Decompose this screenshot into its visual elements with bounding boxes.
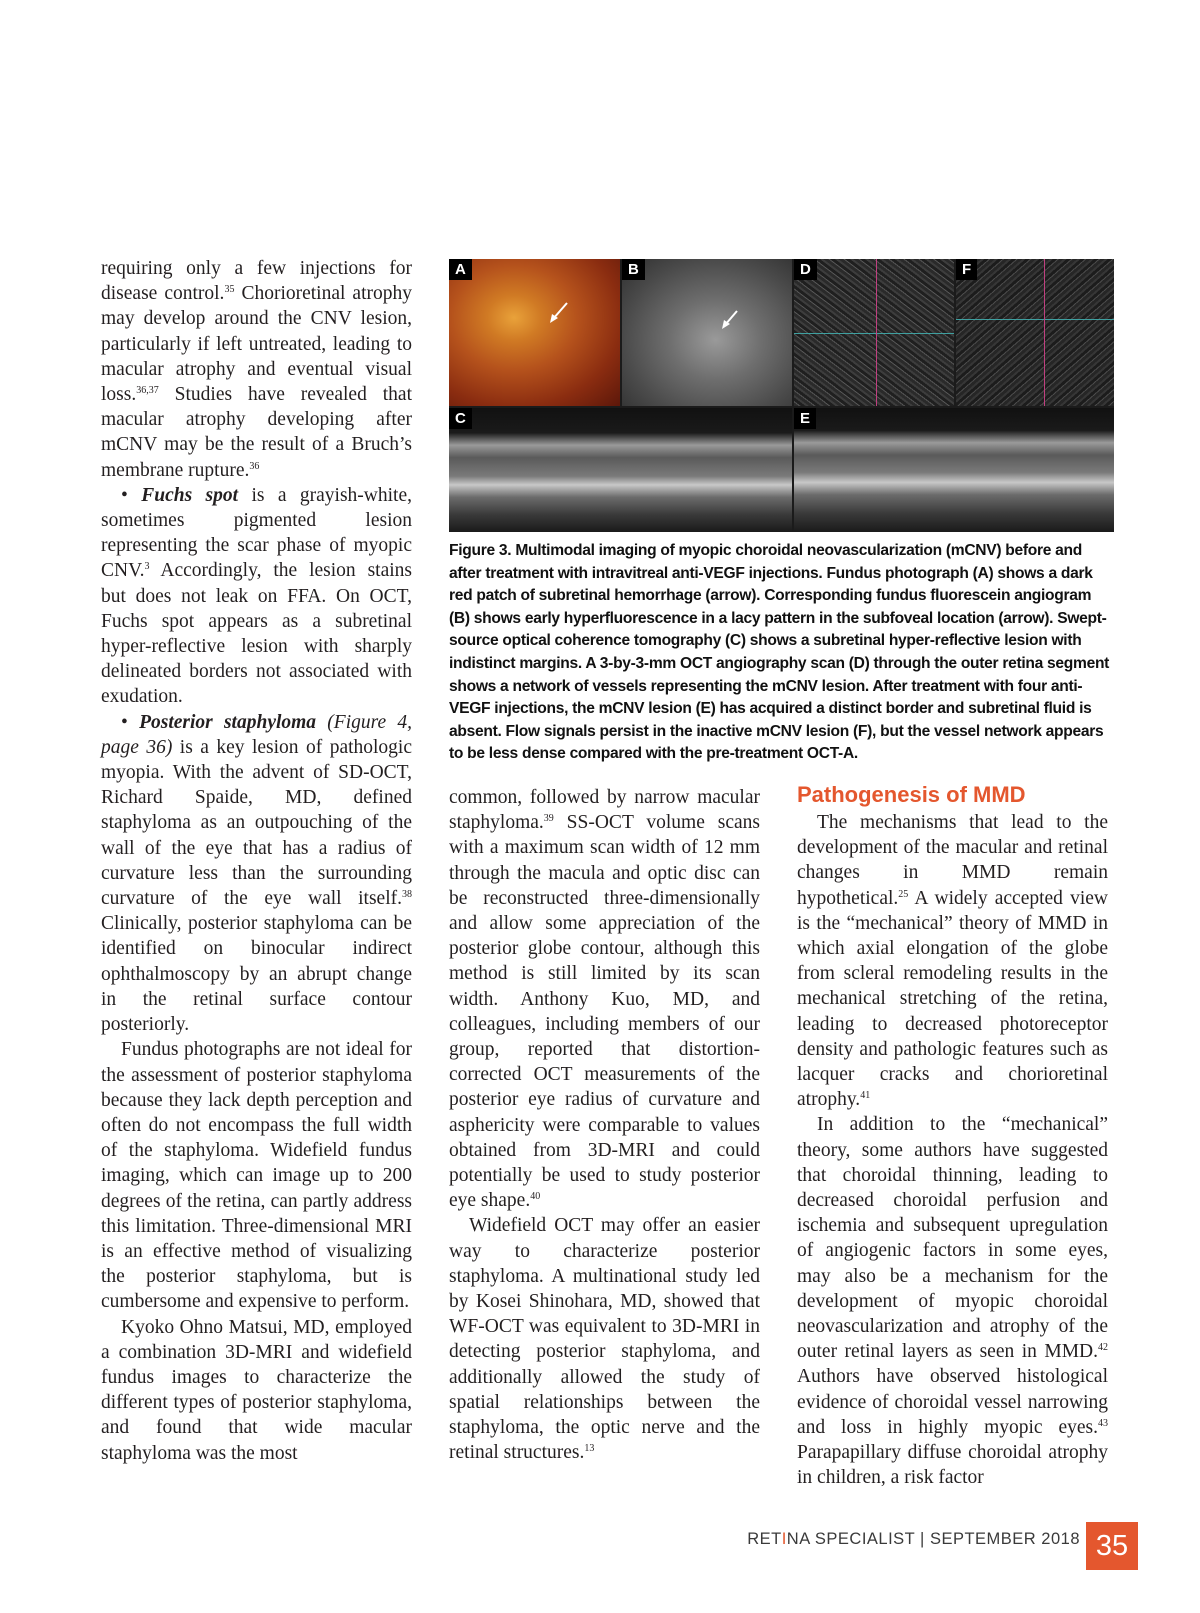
paragraph: The mechanisms that lead to the development of the macular and retinal changes in MMD remain hypothetical.$^{25}$ A widely accepted view is the “mechanical” theory of MMD in which axial elongation of the globe from scleral remodeling results in the mechanical stretching of the retina, leading to decreased photoreceptor density and pathologic features such as lacquer cracks and chorioretinal atrophy.$^{41}$ xyxy=(797,812,1108,1111)
page-number: 35 xyxy=(1086,1522,1138,1570)
paragraph-posterior-staphyloma: • Posterior staphyloma (Figure 4, page 36) is a key lesion of pathologic myopia. With the advent of SD-OCT, Richard Spaide, MD, defined staphyloma as an outpouching of the wall of the eye that has a radius of curvature less than the surrounding curvature of the eye wall itself.$^{38}$ Clinically, posterior staphyloma can be identified on binocular indirect ophthalmoscopy by an abrupt change in the retinal surface contour posteriorly. xyxy=(101,711,413,1036)
page-footer: RETINA SPECIALIST | SEPTEMBER 2018 xyxy=(747,1530,1080,1548)
panel-b-fluorescein-angiogram xyxy=(622,259,792,406)
panel-d-oct-angiography xyxy=(794,259,954,406)
text-column-1 xyxy=(101,256,412,1466)
section-heading: Pathogenesis of MMD xyxy=(797,782,1026,807)
paragraph: common, followed by narrow macular staphyloma.$^{39}$ SS-OCT volume scans with a maximum scan width of 12 mm through the macula and optic disc can be reconstructed three-dimensionally and allow some appreciation of the posterior globe contour, although this method is still limited by its scan width. Anthony Kuo, MD, and colleagues, including members of our group, reported that distortion-corrected OCT measurements of the posterior eye radius of curvature and asphericity were comparable to values obtained from 3D-MRI and could potentially be used to study posterior eye shape.$^{40}$ xyxy=(449,787,760,1212)
paragraph: Widefield OCT may offer an easier way to characterize posterior staphyloma. A multinational study led by Kosei Shinohara, MD, showed that WF-OCT was equivalent to 3D-MRI in detecting posterior staphyloma, and additionally allowed the study of spatial relationships between the staphyloma, the optic nerve and the retinal structures.$^{13}$ xyxy=(449,1215,760,1464)
paragraph: In addition to the “mechanical” theory, some authors have suggested that choroidal thinning, leading to decreased choroidal perfusion and ischemia and subsequent upregulation of angiogenic factors in some eyes, may also be a mechanism for the development of myopic choroidal neovascularization and atrophy of the outer retinal layers as seen in MMD.$^{42}$ Authors have observed histological evidence of choroidal vessel narrowing and loss in highly myopic eyes.$^{43}$ Parapapillary diffuse choroidal atrophy in children, a risk factor xyxy=(797,1114,1108,1489)
text-column-3 xyxy=(797,782,1108,1490)
panel-label: A xyxy=(449,259,472,280)
arrow-icon xyxy=(449,259,620,406)
panel-c-oct-bscan xyxy=(449,408,792,532)
panel-label: D xyxy=(794,259,817,280)
panel-label: E xyxy=(794,408,816,429)
issue-date: SEPTEMBER 2018 xyxy=(929,1530,1080,1548)
panel-label: C xyxy=(449,408,472,429)
figure-3-image xyxy=(449,259,1114,532)
publication-name: RETINA SPECIALIST xyxy=(747,1530,915,1548)
paragraph: Fundus photographs are not ideal for the assessment of posterior staphyloma because they lack depth perception and often do not encompass the full width of the staphyloma. Widefield fundus imaging, which can image up to 200 degrees of the retina, can partly address this limitation. Three-dimensional MRI is an effective method of visualizing the posterior staphyloma, but is cumbersome and expensive to perform. xyxy=(101,1039,412,1313)
paragraph: requiring only a few injections for disease control.$^{35}$ Chorioretinal atrophy may develop around the CNV lesion, particularly if left untreated, leading to macular atrophy and eventual visual loss.$^{36,37}$ Studies have revealed that macular atrophy developing after mCNV may be the result of a Bruch’s membrane rupture.$^{36}$ xyxy=(101,258,412,481)
panel-label: F xyxy=(956,259,977,280)
panel-e-oct-bscan xyxy=(794,408,1114,532)
arrow-icon xyxy=(622,259,792,406)
panel-label: B xyxy=(622,259,645,280)
panel-f-oct-angiography xyxy=(956,259,1114,406)
paragraph: Kyoko Ohno Matsui, MD, employed a combination 3D-MRI and widefield fundus images to characterize the different types of posterior staphyloma, and found that wide macular staphyloma was the most xyxy=(101,1316,412,1464)
paragraph-fuchs-spot: • Fuchs spot is a grayish-white, sometimes pigmented lesion representing the scar phase of myopic CNV.$^3$ Accordingly, the lesion stains but does not leak on FFA. On OCT, Fuchs spot appears as a subretinal hyper-reflective lesion with sharply delineated borders not associated with exudation. xyxy=(101,484,412,708)
text-column-2 xyxy=(449,785,760,1465)
figure-caption: Figure 3. Multimodal imaging of myopic choroidal neovascularization (mCNV) before and after treatment with intravitreal anti-VEGF injections. Fundus photograph (A) shows a dark red patch of subretinal hemorrhage (arrow). Corresponding fundus fluorescein angiogram (B) shows early hyperfluorescence in a lacy pattern in the subfoveal location (arrow). Swept-source optical coherence tomography (C) shows a subretinal hyper-reflective lesion with indistinct margins. A 3-by-3-mm OCT angiography scan (D) through the outer retina segment shows a network of vessels representing the mCNV lesion. After treatment with four anti-VEGF injections, the mCNV lesion (E) has acquired a distinct border and subretinal fluid is absent. Flow signals persist in the inactive mCNV lesion (F), but the vessel network appears to be less dense compared with the pre-treatment OCT-A. xyxy=(449,542,1110,763)
panel-a-fundus-photo xyxy=(449,259,620,406)
